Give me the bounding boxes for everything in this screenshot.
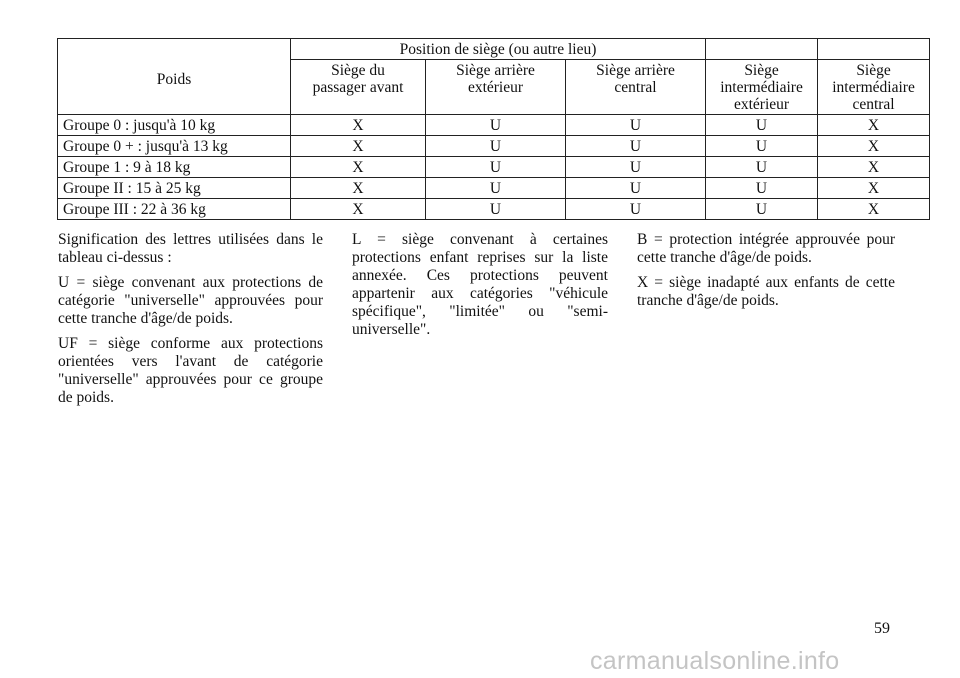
column-header bbox=[818, 60, 930, 115]
table-cell: X bbox=[291, 136, 426, 157]
table-cell: U bbox=[426, 157, 566, 178]
legend-intro: Signification des lettres utilisées dans le tableau ci-dessus : bbox=[58, 231, 323, 266]
column-header-line: extérieur bbox=[733, 96, 790, 113]
column-header-line: Siège arrière bbox=[456, 62, 535, 79]
legend-u: U = siège convenant aux protections de catégorie "universelle" approuvées pour cette tranche d'âge/de poids. bbox=[58, 274, 323, 327]
legend-column-1 bbox=[58, 231, 323, 414]
table-cell: U bbox=[426, 115, 566, 136]
page-number: 59 bbox=[874, 620, 890, 637]
table-cell: U bbox=[706, 199, 818, 220]
legend-l: L = siège convenant à certaines protections enfant reprises sur la liste annexée. Ces protections peuvent appartenir aux catégories "véhicule spécifique", "limitée" ou "semi-universelle". bbox=[352, 231, 608, 338]
legend-column-3 bbox=[637, 231, 895, 317]
table-cell: U bbox=[706, 178, 818, 199]
table-cell: U bbox=[566, 136, 706, 157]
row-label: Groupe II : 15 à 25 kg bbox=[58, 178, 291, 199]
table-cell: U bbox=[566, 178, 706, 199]
table-cell: U bbox=[566, 199, 706, 220]
column-header-line: central bbox=[614, 79, 657, 96]
legend-uf: UF = siège conforme aux protections orientées vers l'avant de catégorie "universelle" approuvées pour ce groupe de poids. bbox=[58, 335, 323, 406]
empty-header-cell bbox=[818, 39, 930, 60]
table-cell: X bbox=[818, 178, 930, 199]
child-seat-table bbox=[57, 38, 930, 220]
table-row bbox=[58, 199, 930, 220]
row-label: Groupe III : 22 à 36 kg bbox=[58, 199, 291, 220]
table-row bbox=[58, 178, 930, 199]
column-header bbox=[706, 60, 818, 115]
column-header-line: passager avant bbox=[312, 79, 404, 96]
position-header: Position de siège (ou autre lieu) bbox=[291, 39, 706, 60]
table-cell: X bbox=[818, 136, 930, 157]
column-header bbox=[566, 60, 706, 115]
watermark: carmanualsonline.info bbox=[590, 647, 840, 675]
legend-x: X = siège inadapté aux enfants de cette tranche d'âge/de poids. bbox=[637, 274, 895, 309]
empty-header-cell bbox=[706, 39, 818, 60]
table-cell: U bbox=[706, 115, 818, 136]
column-header-line: Siège du bbox=[331, 62, 385, 79]
poids-header: Poids bbox=[58, 39, 291, 115]
table-cell: U bbox=[706, 157, 818, 178]
table-cell: U bbox=[566, 157, 706, 178]
row-label: Groupe 0 : jusqu'à 10 kg bbox=[58, 115, 291, 136]
table-header-row-1 bbox=[58, 39, 930, 60]
table-cell: X bbox=[818, 199, 930, 220]
table-cell: U bbox=[706, 136, 818, 157]
table-cell: U bbox=[426, 199, 566, 220]
table-cell: X bbox=[291, 199, 426, 220]
column-header-line: central bbox=[852, 96, 895, 113]
column-header-line: intermédiaire bbox=[720, 79, 803, 96]
table-row bbox=[58, 136, 930, 157]
table-cell: X bbox=[291, 157, 426, 178]
table-row bbox=[58, 157, 930, 178]
table-cell: X bbox=[291, 178, 426, 199]
table-cell: X bbox=[818, 115, 930, 136]
column-header bbox=[426, 60, 566, 115]
table-cell: X bbox=[291, 115, 426, 136]
column-header-line: extérieur bbox=[467, 79, 524, 96]
column-header-line: Siège arrière bbox=[596, 62, 675, 79]
column-header bbox=[291, 60, 426, 115]
legend-b: B = protection intégrée approuvée pour cette tranche d'âge/de poids. bbox=[637, 231, 895, 266]
table-body bbox=[58, 115, 930, 220]
table-cell: U bbox=[426, 136, 566, 157]
table-cell: U bbox=[426, 178, 566, 199]
legend-column-2 bbox=[352, 231, 608, 346]
row-label: Groupe 1 : 9 à 18 kg bbox=[58, 157, 291, 178]
row-label: Groupe 0 + : jusqu'à 13 kg bbox=[58, 136, 291, 157]
table-row bbox=[58, 115, 930, 136]
column-header-line: Siège bbox=[744, 62, 779, 79]
column-header-line: Siège bbox=[856, 62, 891, 79]
table-cell: X bbox=[818, 157, 930, 178]
table-cell: U bbox=[566, 115, 706, 136]
column-header-line: intermédiaire bbox=[832, 79, 915, 96]
